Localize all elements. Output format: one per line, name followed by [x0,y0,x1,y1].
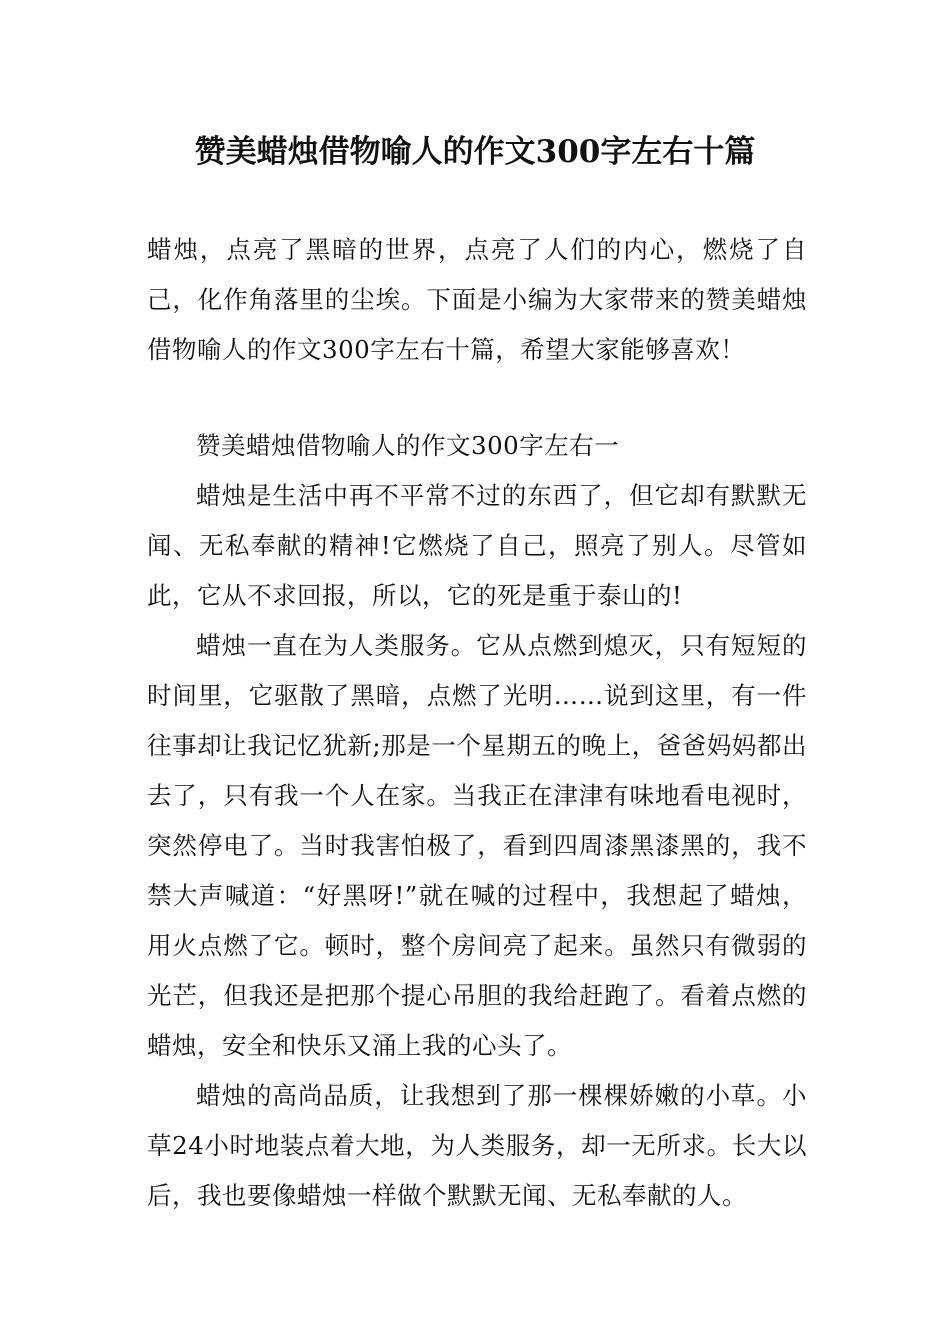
body-paragraph-2: 蜡烛一直在为人类服务。它从点燃到熄灭，只有短短的时间里，它驱散了黑暗，点燃了光明……说到这里，有一件往事却让我记忆犹新;那是一个星期五的晚上，爸爸妈妈都出去了，只有我一个人在家。当我正在津津有味地看电视时，突然停电了。当时我害怕极了，看到四周漆黑漆黑的，我不禁大声喊道：“好黑呀!”就在喊的过程中，我想起了蜡烛，用火点燃了它。顿时，整个房间亮了起来。虽然只有微弱的光芒，但我还是把那个提心吊胆的我给赶跑了。看着点燃的蜡烛，安全和快乐又涌上我的心头了。 [147,631,807,1060]
body-paragraph-1: 蜡烛是生活中再不平常不过的东西了，但它却有默默无闻、无私奉献的精神!它燃烧了自己，照亮了别人。尽管如此，它从不求回报，所以，它的死是重于泰山的! [147,481,807,610]
intro-paragraph: 蜡烛，点亮了黑暗的世界，点亮了人们的内心，燃烧了自己，化作角落里的尘埃。下面是小编为大家带来的赞美蜡烛借物喻人的作文300字左右十篇，希望大家能够喜欢！ [147,235,807,364]
body-paragraph-3: 蜡烛的高尚品质，让我想到了那一棵棵娇嫩的小草。小草24小时地装点着大地，为人类服务，却一无所求。长大以后，我也要像蜡烛一样做个默默无闻、无私奉献的人。 [147,1081,807,1210]
section-heading: 赞美蜡烛借物喻人的作文300字左右一 [196,431,620,460]
document-title: 赞美蜡烛借物喻人的作文300字左右十篇 [194,134,756,170]
document-body [147,225,807,1221]
